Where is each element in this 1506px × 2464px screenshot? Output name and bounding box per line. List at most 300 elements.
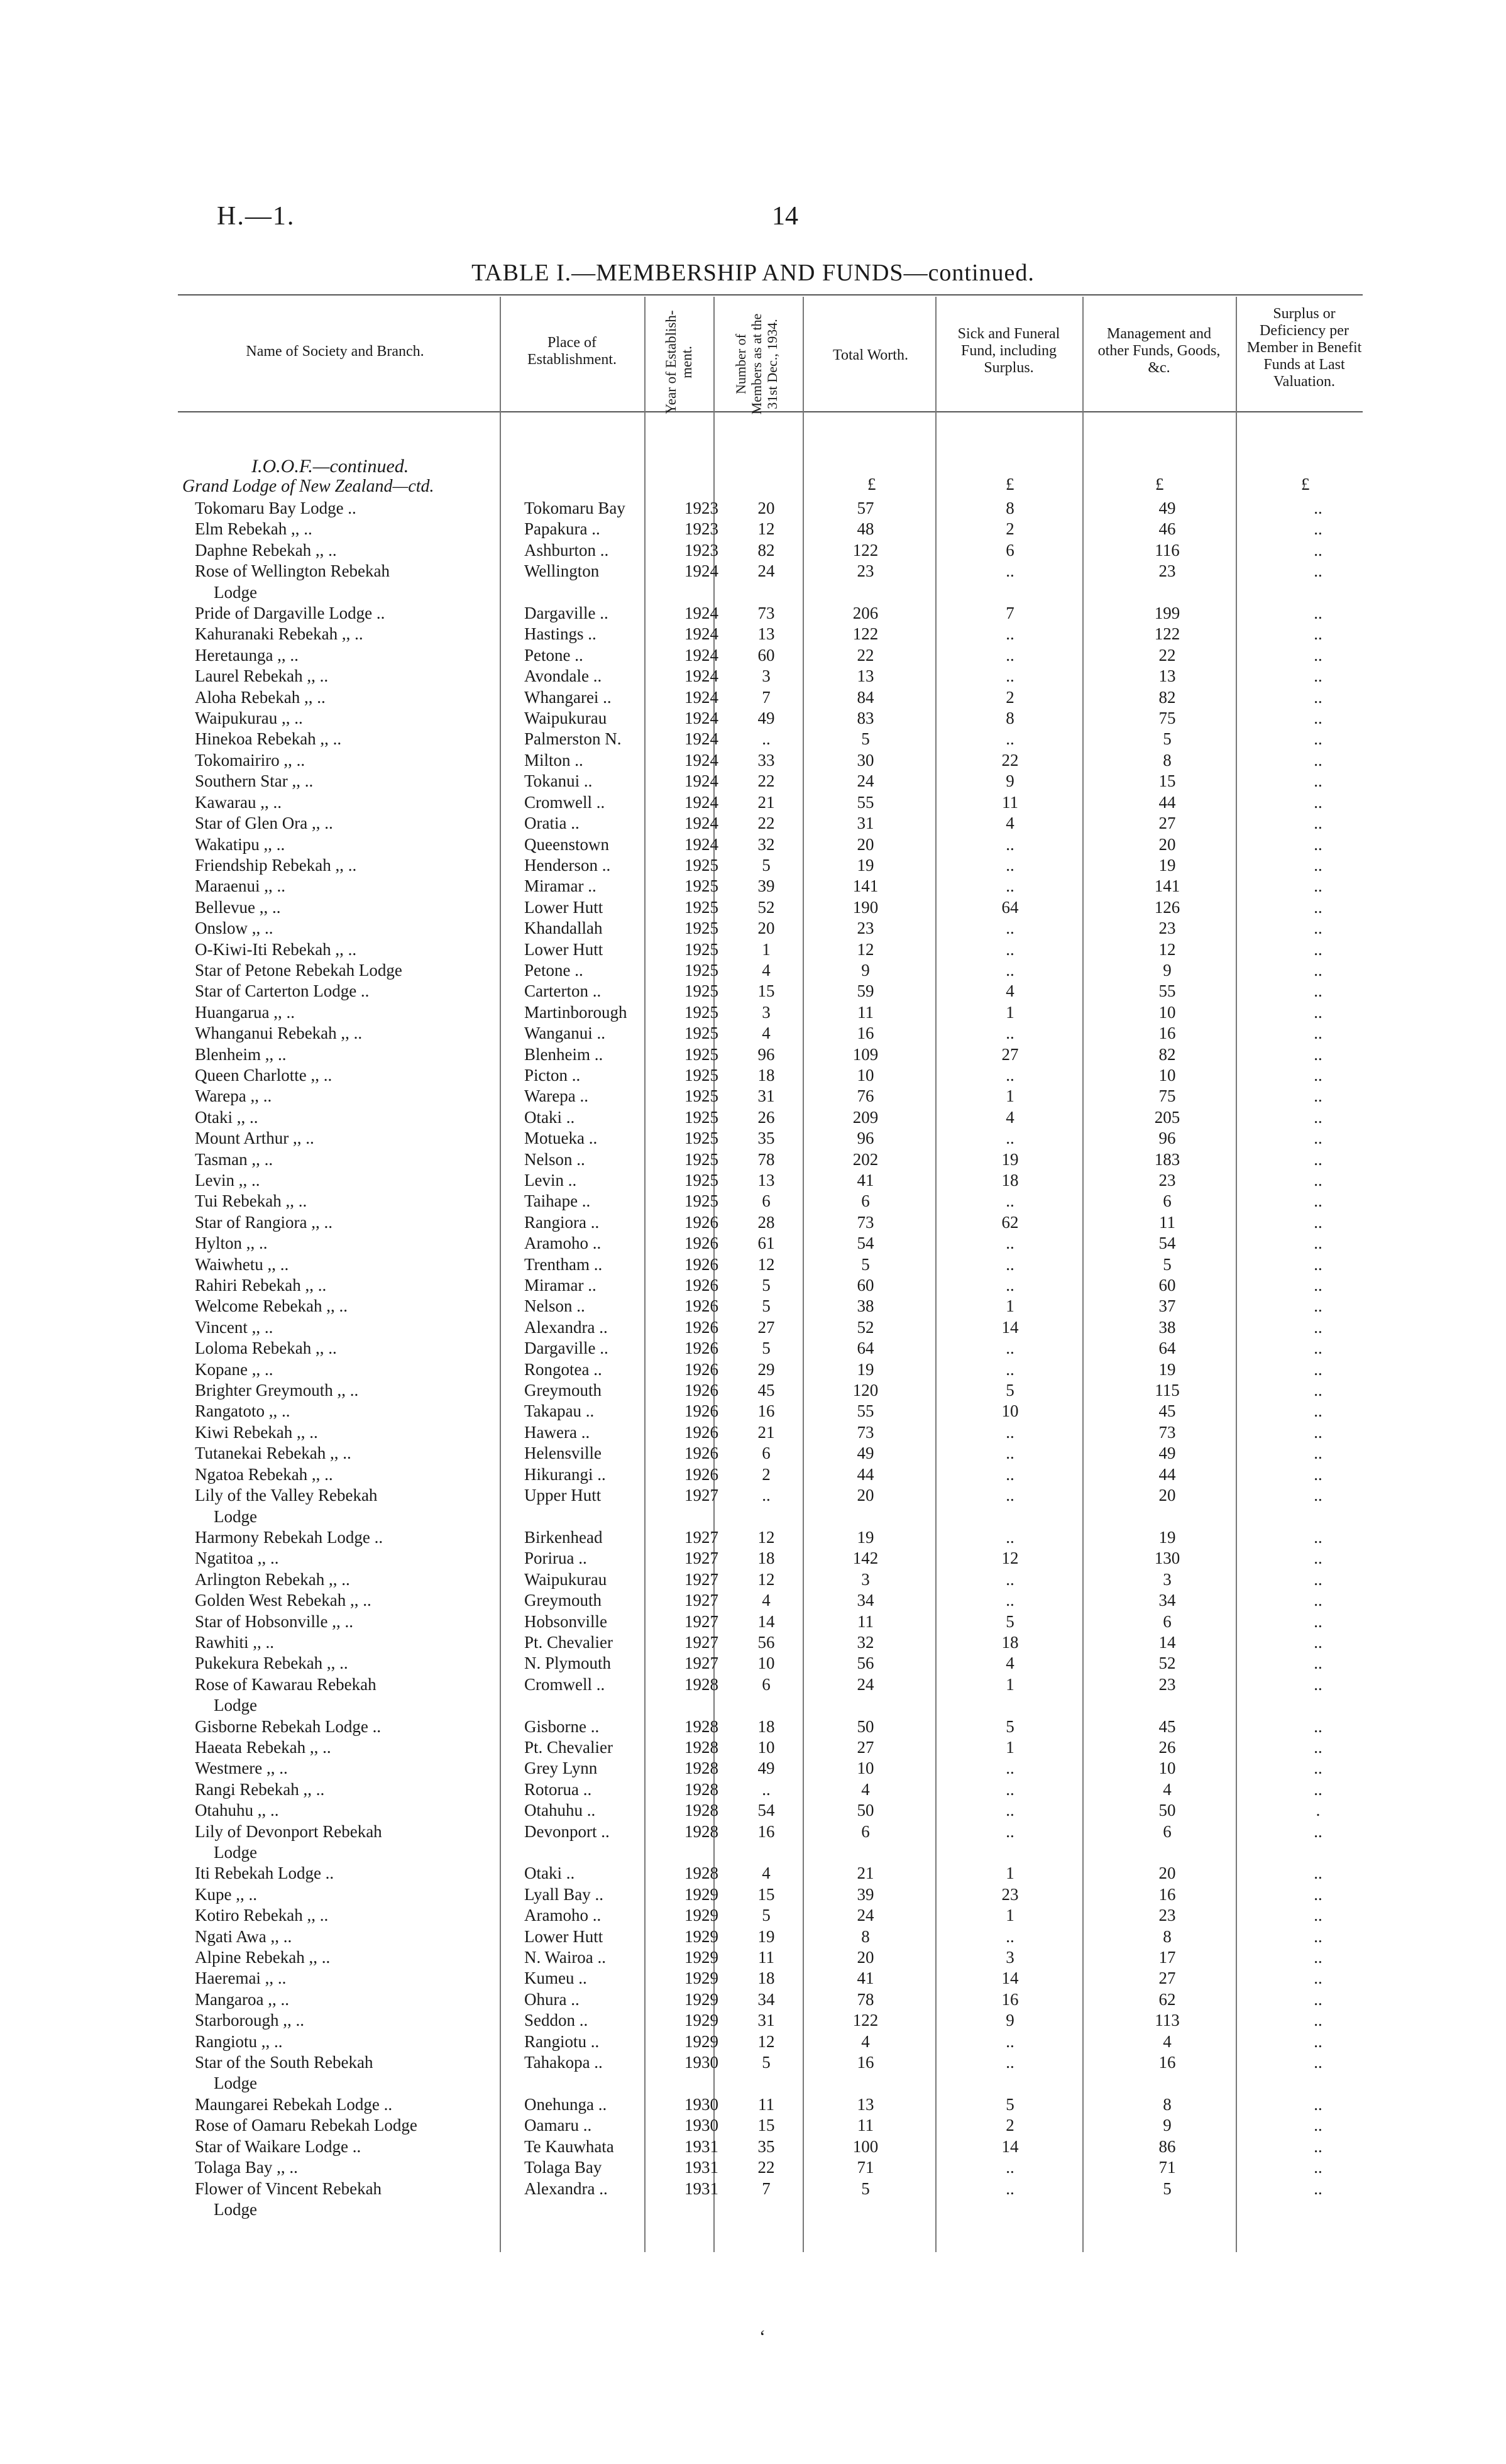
cell-name: Vincent ,, .. <box>195 1317 273 1337</box>
cell-worth: 38 <box>857 1296 874 1316</box>
cell-place <box>522 582 670 603</box>
cell-surplus: .. <box>1314 792 1322 812</box>
cell-worth: 39 <box>857 1884 874 1904</box>
cell-surplus: .. <box>1314 1234 1322 1253</box>
cell-mgmt: 55 <box>1158 981 1176 1001</box>
cell-surplus: .. <box>1314 2031 1322 2051</box>
cell-members: 5 <box>762 855 771 875</box>
table-row <box>195 813 1390 834</box>
cell-place: Miramar .. <box>524 876 596 896</box>
cell-mgmt: 49 <box>1158 1444 1176 1463</box>
cell-surplus: .. <box>1314 1254 1322 1274</box>
cell-members: 10 <box>757 1737 775 1757</box>
cell-mgmt: 6 <box>1163 1821 1172 1841</box>
cell-sick: .. <box>1006 1759 1014 1778</box>
cell-mgmt: 4 <box>1163 1779 1172 1799</box>
table-row <box>195 1422 1390 1443</box>
cell-sick: 4 <box>1006 1107 1014 1127</box>
cell-year: 1926 <box>684 1422 718 1442</box>
cell-place: Cromwell .. <box>524 1674 605 1694</box>
cell-surplus: .. <box>1314 2011 1322 2030</box>
cell-year: 1928 <box>684 1674 718 1694</box>
cell-worth: 60 <box>857 1276 874 1295</box>
cell-sick: 9 <box>1006 2011 1014 2030</box>
cell-place: Te Kauwhata <box>524 2136 614 2156</box>
cell-year: 1929 <box>684 1884 718 1904</box>
cell-mgmt: 23 <box>1158 919 1176 938</box>
table-row <box>195 687 1390 708</box>
column-header-name: Name of Society and Branch. <box>246 343 424 360</box>
cell-sick <box>932 2073 1089 2094</box>
table-row <box>195 645 1390 666</box>
cell-mgmt: 27 <box>1158 814 1176 833</box>
cell-year: 1930 <box>684 2094 718 2114</box>
table-row <box>195 1548 1390 1569</box>
cell-name: Tutanekai Rebekah ,, .. <box>195 1444 351 1463</box>
cell-members: 12 <box>757 519 775 539</box>
cell-sick: 4 <box>1006 814 1014 833</box>
cell-members: 5 <box>762 1906 771 1925</box>
cell-mgmt: 75 <box>1158 709 1176 728</box>
cell-worth: 78 <box>857 1989 874 2009</box>
cell-members: 39 <box>757 876 775 896</box>
cell-sick: .. <box>1006 2158 1014 2177</box>
cell-sick <box>932 1506 1089 1527</box>
cell-place: Tokomaru Bay <box>524 499 625 517</box>
cell-surplus: .. <box>1314 1044 1322 1064</box>
cell-members: 1 <box>762 939 771 959</box>
cell-name: Gisborne Rebekah Lodge .. <box>195 1716 382 1736</box>
cell-year: 1927 <box>684 1486 718 1505</box>
cell-surplus: .. <box>1314 666 1322 686</box>
cell-sick: .. <box>1006 1339 1014 1358</box>
cell-name: Kupe ,, .. <box>195 1884 257 1904</box>
cell-sick: 14 <box>1001 2136 1019 2156</box>
table-row <box>195 1065 1390 1086</box>
cell-name: Whanganui Rebekah ,, .. <box>195 1024 363 1043</box>
cell-place: Miramar .. <box>524 1276 596 1295</box>
cell-members: 27 <box>757 1317 775 1337</box>
cell-surplus: .. <box>1314 1339 1322 1358</box>
cell-place: Oratia .. <box>524 814 580 833</box>
column-header-sick: Sick and Funeral Fund, including Surplus. <box>957 326 1060 376</box>
cell-mgmt: 64 <box>1158 1339 1176 1358</box>
cell-members: 18 <box>757 1549 775 1568</box>
cell-surplus: .. <box>1314 729 1322 749</box>
table-row <box>195 750 1390 771</box>
table-row <box>195 960 1390 981</box>
cell-sick: .. <box>1006 939 1014 959</box>
table-row <box>195 897 1390 918</box>
cell-sick: 18 <box>1001 1632 1019 1652</box>
cell-place: Blenheim .. <box>524 1044 603 1064</box>
table-row <box>195 1968 1390 1989</box>
cell-year: 1924 <box>684 709 718 728</box>
cell-mgmt: 12 <box>1158 939 1176 959</box>
cell-worth: 122 <box>852 624 879 644</box>
table-row <box>195 1443 1390 1464</box>
cell-place: Seddon .. <box>524 2011 588 2030</box>
header-top-rule <box>178 294 1363 296</box>
cell-place: Palmerston N. <box>524 729 622 749</box>
cell-sick: 1 <box>1006 1737 1014 1757</box>
table-row <box>195 1464 1390 1485</box>
cell-name: Lodge <box>214 1843 257 1862</box>
currency-worth: £ <box>867 475 876 494</box>
cell-worth: 13 <box>857 666 874 686</box>
cell-place: Hastings .. <box>524 624 596 644</box>
cell-worth: 11 <box>857 1002 874 1022</box>
cell-surplus: .. <box>1314 2158 1322 2177</box>
cell-mgmt: 183 <box>1154 1149 1180 1169</box>
cell-mgmt: 199 <box>1154 604 1180 623</box>
table-row <box>195 1002 1390 1023</box>
cell-place: Ashburton .. <box>524 540 609 560</box>
cell-year: 1923 <box>684 540 718 560</box>
cell-members <box>733 2073 800 2094</box>
cell-mgmt <box>1089 1506 1246 1527</box>
cell-year <box>670 1506 733 1527</box>
cell-worth: 5 <box>861 729 870 749</box>
cell-members: 4 <box>762 1591 771 1610</box>
cell-surplus: .. <box>1314 1906 1322 1925</box>
cell-mgmt: 16 <box>1158 1024 1176 1043</box>
cell-place: Carterton .. <box>524 981 602 1001</box>
table-row <box>195 1170 1390 1191</box>
cell-worth: 3 <box>861 1569 870 1589</box>
cell-name: Friendship Rebekah ,, .. <box>195 855 357 875</box>
cell-members: 35 <box>757 1129 775 1148</box>
cell-year: 1925 <box>684 981 718 1001</box>
cell-place: Levin .. <box>524 1171 577 1190</box>
cell-name: Tui Rebekah ,, .. <box>195 1191 307 1211</box>
cell-worth: 120 <box>852 1381 879 1400</box>
cell-sick: .. <box>1006 1801 1014 1820</box>
cell-year: 1928 <box>684 1716 718 1736</box>
cell-place: Oamaru .. <box>524 2116 592 2135</box>
cell-year: 1926 <box>684 1464 718 1484</box>
cell-place <box>522 1506 670 1527</box>
cell-name: Rose of Kawarau Rebekah <box>195 1674 376 1694</box>
cell-surplus: .. <box>1314 981 1322 1001</box>
cell-year: 1926 <box>684 1381 718 1400</box>
cell-sick: 2 <box>1006 2116 1014 2135</box>
table-row <box>195 1527 1390 1548</box>
cell-members: 56 <box>757 1632 775 1652</box>
cell-sick: 64 <box>1001 897 1019 917</box>
cell-year: 1924 <box>684 666 718 686</box>
cell-surplus: .. <box>1314 1737 1322 1757</box>
cell-year <box>670 1695 733 1716</box>
cell-sick: 4 <box>1006 981 1014 1001</box>
table-row <box>195 1884 1390 1905</box>
cell-members: 15 <box>757 2116 775 2135</box>
cell-name: Maungarei Rebekah Lodge .. <box>195 2094 393 2114</box>
cell-worth: 50 <box>857 1801 874 1820</box>
cell-mgmt: 6 <box>1163 1611 1172 1631</box>
cell-year: 1925 <box>684 1044 718 1064</box>
table-row <box>195 2115 1390 2136</box>
table-row <box>195 1863 1390 1884</box>
cell-mgmt: 52 <box>1158 1654 1176 1673</box>
cell-surplus: .. <box>1314 1317 1322 1337</box>
cell-mgmt: 82 <box>1158 687 1176 707</box>
cell-worth: 209 <box>852 1107 879 1127</box>
table-row <box>195 1359 1390 1380</box>
cell-members: 29 <box>757 1359 775 1379</box>
cell-worth: 24 <box>857 1906 874 1925</box>
cell-worth: 5 <box>861 1254 870 1274</box>
cell-place: N. Plymouth <box>524 1654 612 1673</box>
cell-surplus: .. <box>1314 1779 1322 1799</box>
cell-name: Hylton ,, .. <box>195 1234 268 1253</box>
cell-place: Tokanui .. <box>524 771 593 791</box>
cell-worth: 100 <box>852 2136 879 2156</box>
cell-members: 5 <box>762 1339 771 1358</box>
cell-surplus: .. <box>1314 1296 1322 1316</box>
cell-sick: 1 <box>1006 1086 1014 1106</box>
cell-members: 22 <box>757 2158 775 2177</box>
cell-mgmt: 3 <box>1163 1569 1172 1589</box>
cell-sick: .. <box>1006 1444 1014 1463</box>
cell-place: Otaki .. <box>524 1864 575 1883</box>
cell-surplus: .. <box>1314 876 1322 896</box>
table-row <box>195 603 1390 624</box>
cell-place: Picton .. <box>524 1065 581 1085</box>
cell-mgmt: 10 <box>1158 1759 1176 1778</box>
cell-mgmt: 10 <box>1158 1065 1176 1085</box>
cell-mgmt: 49 <box>1158 499 1176 517</box>
cell-place: Upper Hutt <box>524 1486 602 1505</box>
table-row <box>195 729 1390 749</box>
cell-year: 1924 <box>684 750 718 770</box>
table-row <box>195 1317 1390 1338</box>
cell-mgmt: 19 <box>1158 855 1176 875</box>
cell-place: Aramoho .. <box>524 1906 602 1925</box>
cell-name: Kawarau ,, .. <box>195 792 282 812</box>
cell-worth: 34 <box>857 1591 874 1610</box>
cell-worth: 202 <box>852 1149 879 1169</box>
cell-name: Rose of Wellington Rebekah <box>195 561 390 581</box>
cell-members <box>733 1842 800 1863</box>
cell-year: 1930 <box>684 2053 718 2072</box>
cell-mgmt: 27 <box>1158 1969 1176 1988</box>
cell-worth: 31 <box>857 814 874 833</box>
cell-mgmt: 71 <box>1158 2158 1176 2177</box>
table-row <box>195 708 1390 729</box>
cell-year: 1929 <box>684 1948 718 1967</box>
cell-surplus: .. <box>1314 2094 1322 2114</box>
page-mark: ‘ <box>759 2326 766 2347</box>
cell-year: 1923 <box>684 519 718 539</box>
table-row <box>195 561 1390 582</box>
cell-worth: 142 <box>852 1549 879 1568</box>
cell-place: Lower Hutt <box>524 939 603 959</box>
cell-worth: 59 <box>857 981 874 1001</box>
table-row <box>195 1758 1390 1779</box>
cell-sick: .. <box>1006 1024 1014 1043</box>
cell-year: 1931 <box>684 2179 718 2198</box>
cell-mgmt: 16 <box>1158 1884 1176 1904</box>
table-row <box>195 2031 1390 2052</box>
cell-sick: 22 <box>1001 750 1019 770</box>
membership-table <box>195 498 1390 2220</box>
cell-place: Warepa .. <box>524 1086 589 1106</box>
cell-place: Rangiotu .. <box>524 2031 600 2051</box>
cell-name: Kotiro Rebekah ,, .. <box>195 1906 329 1925</box>
cell-mgmt <box>1089 2199 1246 2220</box>
cell-place: Nelson .. <box>524 1296 585 1316</box>
cell-mgmt: 205 <box>1154 1107 1180 1127</box>
table-row <box>195 1695 1390 1716</box>
cell-year: 1928 <box>684 1759 718 1778</box>
cell-worth: 52 <box>857 1317 874 1337</box>
cell-surplus: .. <box>1314 1527 1322 1547</box>
cell-surplus: .. <box>1314 919 1322 938</box>
table-row <box>195 2136 1390 2157</box>
cell-place: Pt. Chevalier <box>524 1632 613 1652</box>
cell-sick: 10 <box>1001 1401 1019 1421</box>
cell-name: Hinekoa Rebekah ,, .. <box>195 729 342 749</box>
cell-place: Porirua .. <box>524 1549 587 1568</box>
cell-place: Dargaville .. <box>524 1339 608 1358</box>
cell-mgmt: 22 <box>1158 645 1176 665</box>
cell-surplus: .. <box>1314 1654 1322 1673</box>
cell-mgmt: 115 <box>1155 1381 1180 1400</box>
cell-place: Grey Lynn <box>524 1759 598 1778</box>
cell-surplus: .. <box>1314 814 1322 833</box>
cell-place <box>522 1842 670 1863</box>
cell-worth: 49 <box>857 1444 874 1463</box>
cell-place: Taihape .. <box>524 1191 591 1211</box>
cell-mgmt: 45 <box>1158 1716 1176 1736</box>
cell-surplus: .. <box>1314 1024 1322 1043</box>
cell-year: 1924 <box>684 604 718 623</box>
cell-members: 7 <box>762 687 771 707</box>
cell-sick: 9 <box>1006 771 1014 791</box>
cell-year: 1925 <box>684 876 718 896</box>
cell-surplus: .. <box>1314 1381 1322 1400</box>
cell-sick: .. <box>1006 1779 1014 1799</box>
cell-place: Ohura .. <box>524 1989 580 2009</box>
cell-mgmt: 60 <box>1158 1276 1176 1295</box>
cell-worth: 96 <box>857 1129 874 1148</box>
table-row <box>195 1506 1390 1527</box>
cell-mgmt: 5 <box>1163 1254 1172 1274</box>
table-row <box>195 771 1390 792</box>
cell-worth: 6 <box>861 1191 870 1211</box>
cell-year: 1927 <box>684 1569 718 1589</box>
cell-sick: 14 <box>1001 1317 1019 1337</box>
cell-mgmt: 10 <box>1158 1002 1176 1022</box>
cell-sick: .. <box>1006 645 1014 665</box>
cell-sick: 8 <box>1006 499 1014 517</box>
cell-members: .. <box>762 1779 771 1799</box>
cell-year: 1923 <box>684 499 718 517</box>
cell-members: 21 <box>757 792 775 812</box>
cell-sick: 14 <box>1001 1969 1019 1988</box>
cell-surplus: .. <box>1314 2053 1322 2072</box>
cell-name: Lily of the Valley Rebekah <box>195 1486 378 1505</box>
cell-name: Star of Carterton Lodge .. <box>195 981 370 1001</box>
cell-worth: 50 <box>857 1716 874 1736</box>
cell-worth: 24 <box>857 1674 874 1694</box>
cell-name: Onslow ,, .. <box>195 919 273 938</box>
table-row <box>195 1821 1390 1842</box>
cell-place <box>522 2199 670 2220</box>
cell-mgmt: 23 <box>1158 1906 1176 1925</box>
cell-year: 1925 <box>684 1086 718 1106</box>
cell-worth: 73 <box>857 1422 874 1442</box>
cell-worth: 4 <box>861 1779 870 1799</box>
cell-surplus: .. <box>1314 1569 1322 1589</box>
cell-surplus: .. <box>1314 771 1322 791</box>
cell-surplus: .. <box>1314 1276 1322 1295</box>
cell-name: Southern Star ,, .. <box>195 771 314 791</box>
cell-sick: 7 <box>1006 604 1014 623</box>
cell-members: 60 <box>757 645 775 665</box>
cell-name: Warepa ,, .. <box>195 1086 272 1106</box>
cell-sick: 5 <box>1006 1716 1014 1736</box>
cell-year: 1925 <box>684 1171 718 1190</box>
cell-sick: .. <box>1006 1065 1014 1085</box>
table-row <box>195 981 1390 1002</box>
table-row <box>195 1989 1390 2010</box>
cell-mgmt: 113 <box>1155 2011 1180 2030</box>
cell-name: Rahiri Rebekah ,, .. <box>195 1276 327 1295</box>
cell-members: 7 <box>762 2179 771 2198</box>
cell-members: 4 <box>762 960 771 980</box>
cell-members: 11 <box>758 2094 774 2114</box>
cell-members: 61 <box>757 1234 775 1253</box>
table-row <box>195 1926 1390 1947</box>
table-row <box>195 1212 1390 1233</box>
cell-place: Greymouth <box>524 1591 602 1610</box>
table-row <box>195 1485 1390 1506</box>
cell-name: Welcome Rebekah ,, .. <box>195 1296 348 1316</box>
table-row <box>195 2073 1390 2094</box>
cell-members <box>733 1506 800 1527</box>
cell-name: Wakatipu ,, .. <box>195 834 285 854</box>
cell-worth: 21 <box>857 1864 874 1883</box>
cell-name: O-Kiwi-Iti Rebekah ,, .. <box>195 939 357 959</box>
cell-worth: 55 <box>857 792 874 812</box>
cell-surplus: .. <box>1314 1989 1322 2009</box>
cell-surplus: .. <box>1314 1107 1322 1127</box>
cell-mgmt: 62 <box>1158 1989 1176 2009</box>
table-row <box>195 2094 1390 2115</box>
cell-members: 11 <box>758 1948 774 1967</box>
cell-sick <box>932 582 1089 603</box>
cell-place: Petone .. <box>524 960 583 980</box>
cell-mgmt: 130 <box>1154 1549 1180 1568</box>
cell-place: Milton .. <box>524 750 583 770</box>
cell-place: Tahakopa .. <box>524 2053 603 2072</box>
cell-name: Westmere ,, .. <box>195 1759 288 1778</box>
table-title: TABLE I.—MEMBERSHIP AND FUNDS—continued. <box>471 260 1035 286</box>
cell-year: 1929 <box>684 2031 718 2051</box>
cell-surplus <box>1246 1695 1390 1716</box>
cell-place: Waipukurau <box>524 709 607 728</box>
cell-place: Khandallah <box>524 919 603 938</box>
cell-worth: 23 <box>857 919 874 938</box>
cell-members: 12 <box>757 1569 775 1589</box>
table-row <box>195 1842 1390 1863</box>
cell-sick: .. <box>1006 1129 1014 1148</box>
cell-sick: 1 <box>1006 1674 1014 1694</box>
cell-name: Kahuranaki Rebekah ,, .. <box>195 624 363 644</box>
cell-name: Rose of Oamaru Rebekah Lodge <box>195 2116 417 2135</box>
